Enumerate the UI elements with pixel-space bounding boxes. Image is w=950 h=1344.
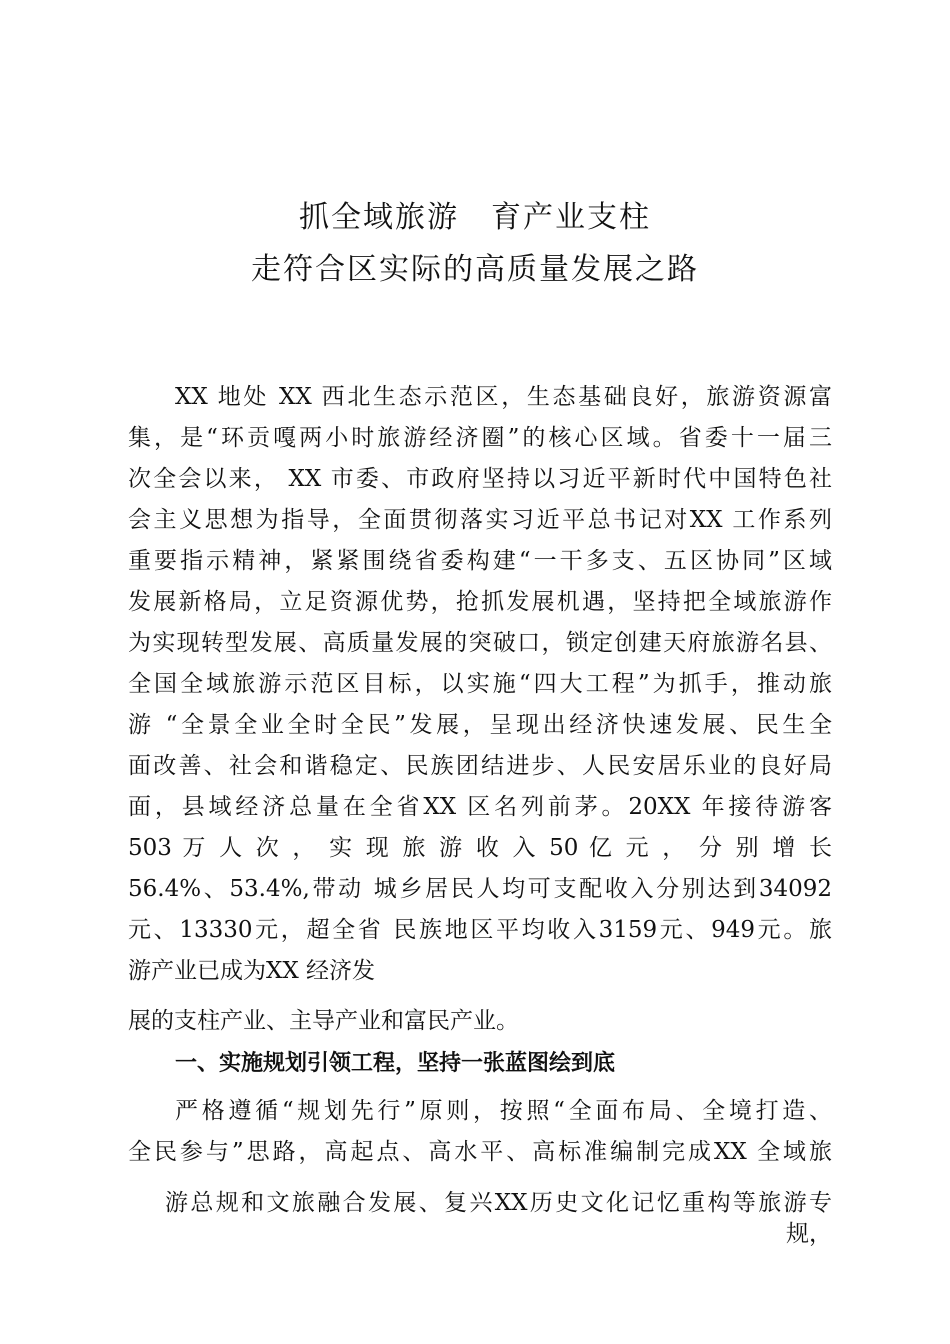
paragraph-1-line: 面改善、社会和谐稳定、民族团结进步、人民安居乐业的良好局 [128, 753, 832, 779]
paragraph-1-line: 发展新格局，立足资源优势，抢抓发展机遇，坚持把全域旅游作 [128, 589, 832, 615]
document-title-line-2: 走符合区实际的高质量发展之路 [251, 252, 699, 287]
paragraph-1-line: 会主义思想为指导，全面贯彻落实习近平总书记对XX 工作系列 [128, 507, 832, 533]
paragraph-1-line: 面，县域经济总量在全省XX 区名列前茅。20XX 年接待游客 [128, 794, 832, 820]
paragraph-1-line: 503 万 人 次 ， 实 现 旅 游 收 入 50 亿 元 ， 分 别 增 长 [128, 835, 832, 861]
paragraph-1-tail: 展的支柱产业、主导产业和富民产业。 [128, 1008, 519, 1034]
paragraph-1-line: 56.4%、53.4%,带动 城乡居民人均可支配收入分别达到34092 [128, 876, 832, 902]
paragraph-1-line: 重要指示精神，紧紧围绕省委构建“一干多支、五区协同”区域 [128, 548, 832, 574]
paragraph-1-line: 元、13330元，超全省 民族地区平均收入3159元、949元。旅 [128, 917, 832, 943]
section-heading: 一、实施规划引领工程，坚持一张蓝图绘到底 [175, 1051, 616, 1076]
paragraph-3-line: 规， [786, 1221, 832, 1247]
paragraph-1-line: 集，是“环贡嘎两小时旅游经济圈”的核心区域。省委十一届三 [128, 425, 832, 451]
paragraph-2-line: 全民参与”思路，高起点、高水平、高标准编制完成XX 全域旅 [128, 1139, 832, 1165]
paragraph-1-line: XX 地处 XX 西北生态示范区，生态基础良好，旅游资源富 [175, 384, 832, 410]
paragraph-1-line: 全国全域旅游示范区目标，以实施“四大工程”为抓手，推动旅 [128, 671, 832, 697]
paragraph-1-line: 次全会以来， XX 市委、市政府坚持以习近平新时代中国特色社 [128, 466, 832, 492]
paragraph-3-line: 游总规和文旅融合发展、复兴XX历史文化记忆重构等旅游专 [165, 1190, 832, 1216]
document-title-line-1: 抓全域旅游 育产业支柱 [299, 200, 651, 235]
paragraph-1-line: 为实现转型发展、高质量发展的突破口，锁定创建天府旅游名县、 [128, 630, 832, 656]
paragraph-1-line: 游 “全景全业全时全民”发展，呈现出经济快速发展、民生全 [128, 712, 832, 738]
paragraph-2-line: 严格遵循“规划先行”原则，按照“全面布局、全境打造、 [175, 1098, 832, 1124]
paragraph-1-line: 游产业已成为XX 经济发 [128, 958, 376, 984]
